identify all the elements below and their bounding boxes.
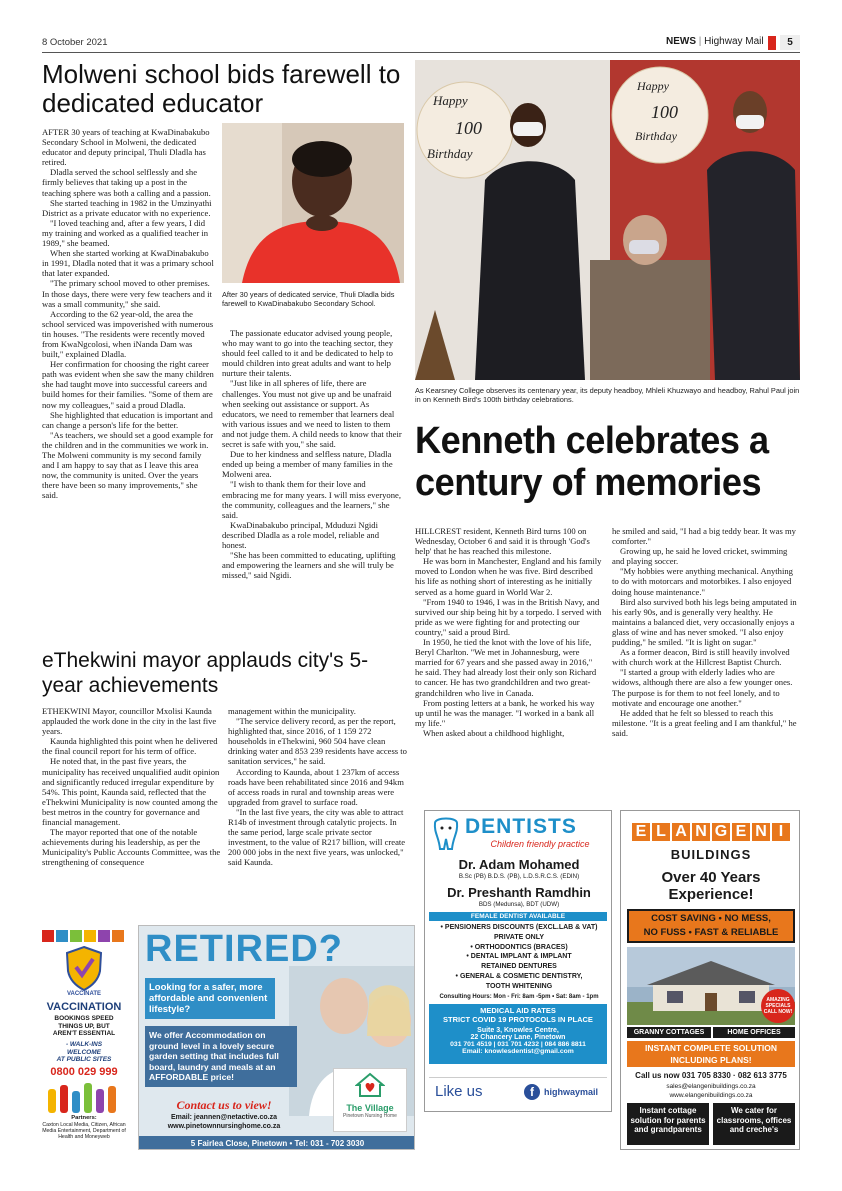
- birthday-scene: [415, 60, 800, 380]
- paragraph: "I wish to thank them for their love and embracing me for many years. I will miss everyone, the community, colleagues and the learners," she said.: [222, 479, 401, 520]
- experience-headline: [621, 869, 800, 903]
- balloon1-text: Happy: [433, 93, 468, 108]
- dentists-subtitle: Children friendly practice: [490, 839, 590, 849]
- section-label: NEWS: [666, 36, 696, 47]
- walkin-line: WELCOME: [67, 1048, 101, 1056]
- portrait-illustration: [222, 123, 404, 283]
- article1-col2: [222, 328, 404, 580]
- red-marker: [768, 36, 776, 50]
- paragraph: "From 1940 to 1946, I was in the British Navy, and survived our ship being hit by a torpedo. I served with pride as we were fighting for and protecting our country," said a proud Bird.: [415, 596, 602, 637]
- doctor2-quals: BDS (Medunsa), BDT (UDW): [478, 901, 560, 908]
- paragraph: She started teaching in 1982 in the Umzinyathi District as a private educator with no experience.: [42, 197, 212, 218]
- vaccination-ad[interactable]: [42, 925, 130, 1150]
- paragraph: "I loved teaching and, after a few years, I did my training and worked as a qualified teacher in 1989," she beamed.: [42, 217, 209, 249]
- partners-list: Caxton Local Media, Citizen, African Media Entertainment, Department of Health and Moneyweb: [42, 1122, 126, 1140]
- village-logo: [333, 1068, 407, 1132]
- dentists-info-box: [429, 1004, 607, 1064]
- retired-contact[interactable]: Contact us to view!: [176, 1098, 272, 1112]
- medical-aid-line: MEDICAL AID RATES: [480, 1006, 556, 1015]
- paragraph: As a former deacon, Bird is still heavily involved with church work at the Hillcrest Baptist Church.: [612, 647, 790, 668]
- brand-letter: E: [732, 823, 750, 841]
- experience-line: Experience!: [668, 886, 754, 903]
- vaccinate-badge: VACCINATE: [66, 991, 102, 997]
- instant-line: INCLUDING PLANS!: [670, 1055, 752, 1065]
- female-dentist-bar: FEMALE DENTIST AVAILABLE: [429, 912, 607, 921]
- elangeni-brand: [631, 823, 791, 841]
- paragraph: He was born in Manchester, England and his family moved to London when he was five. Bird described his life as nothing short of interesting as he initially served as a home guard in World War 2.: [415, 556, 602, 597]
- paragraph: Due to her kindness and selfless nature, Dladla ended up being a member of many families in the Molweni area.: [222, 449, 393, 480]
- house-heart-icon: [355, 1072, 385, 1098]
- retired-address-bar: 5 Fairlea Close, Pinetown • Tel: 031 - 702 3030: [139, 1136, 415, 1150]
- svg-text:Birthday: Birthday: [427, 146, 473, 161]
- brand-letter: I: [772, 823, 790, 841]
- hotline-number[interactable]: 0800 029 999: [50, 1066, 118, 1078]
- elangeni-call[interactable]: Call us now 031 705 8330 · 082 613 3775: [635, 1071, 787, 1080]
- paragraph: "In the last five years, the city was able to attract R14b of investment through catalytic projects. In the same period, large scale private sector investment, to the value of R217 billion, will create 200 000 jobs in the next five years, was unlocked," said Kaunda.: [228, 806, 406, 868]
- retired-title: RETIRED?: [145, 928, 343, 970]
- service-item: PRIVATE ONLY: [493, 933, 545, 941]
- retired-question: Looking for a safer, more affordable and convenient lifestyle?: [145, 978, 275, 1019]
- doctor2-name: Dr. Preshanth Ramdhin: [447, 885, 591, 900]
- brand-letter: G: [712, 823, 730, 841]
- balloon2-text: Happy: [637, 79, 669, 93]
- paragraph: He noted that, in the past five years, the municipality has received unqualified audit opinion and significantly reduced irregular expenditure by 54%. This point, Kaunda said, reflected that the eThekwini Municipality is now counted among the best metros in the country for governance and financial management.: [42, 756, 220, 828]
- instant-solution-box: [627, 1041, 795, 1067]
- walkins-text: [42, 1041, 126, 1064]
- birthday-photo: [415, 60, 800, 380]
- paragraph: From posting letters at a bank, he worked his way up until he was the manager. "I worked in a bank all my life.": [415, 697, 595, 728]
- article2-col2: [612, 526, 800, 738]
- foot-box-cottage: Instant cottage solution for parents and grandparents: [627, 1103, 709, 1145]
- vaccination-title: VACCINATION: [46, 1001, 122, 1013]
- like-us-label: Like us: [435, 1083, 483, 1100]
- service-item: • ORTHODONTICS (BRACES): [470, 943, 568, 951]
- brand-letter: A: [672, 823, 690, 841]
- paragraph: management within the municipality.: [228, 706, 356, 716]
- paragraph: Growing up, he said he loved cricket, swimming and playing soccer.: [612, 546, 788, 567]
- running-head: NEWS | Highway Mail: [666, 36, 764, 47]
- tooth-icon: [431, 817, 461, 851]
- address-line: 22 Chancery Lane, Pinetown: [470, 1034, 566, 1041]
- paragraph: "The service delivery record, as per the report, highlighted that, since 2016, of 1 159 272 households in eThekwini, 960 504 have clean drinking water and 853 239 residents have access to sanitation services," he said.: [228, 716, 407, 767]
- paragraph: he smiled and said, "I had a big teddy bear. It was my comforter.": [612, 526, 796, 547]
- article3-col1: [42, 706, 222, 868]
- covid-line: STRICT COVID 19 PROTOCOLS IN PLACE: [443, 1015, 593, 1024]
- tagline: COST SAVING • NO MESS,: [651, 913, 771, 924]
- retired-offer: We offer Accommodation on ground level in a lovely secure garden setting that includes full board, laundry and meals at an AFFORDABLE price!: [145, 1026, 297, 1087]
- brand-letter: N: [692, 823, 710, 841]
- vaccinate-shield-icon: [64, 945, 104, 991]
- article3-headline: eThekwini mayor applauds city's 5-year achievements: [42, 649, 369, 697]
- retired-web[interactable]: www.pinetownnursinghome.co.za: [167, 1123, 281, 1130]
- walkin-line: - WALK-INS: [65, 1041, 103, 1048]
- paragraph: KwaDinabakubo principal, Mduduzi Ngidi described Dladla as a role model, reliable and honest.: [222, 519, 380, 550]
- facebook-handle[interactable]: highwaymail: [544, 1087, 599, 1097]
- service-item: RETAINED DENTURES: [481, 963, 557, 971]
- paragraph: According to the 62 year-old, the area the school serviced was impoverished with numerous tin houses. "The residents were recently moved from KwaNgcolosi, when iNanda Dam was built," explained Dladla.: [42, 308, 214, 360]
- paragraph: He added that he felt so blessed to reach this milestone. "It is a great feeling and I am thankful," he said.: [612, 707, 797, 738]
- svg-text:100: 100: [651, 102, 678, 122]
- years-line: Over 40 Years: [661, 869, 761, 886]
- paragraph: Bird also survived both his legs being amputated in his early 90s, and is generally very healthy. He maintains a balanced diet, very occasionally enjoys a glass of wine and has never smoked. "I also enjoy pudding," he smiled. "It is light on sugar.": [612, 596, 797, 648]
- paragraph: Kaunda highlighted this point when he delivered the final council report for his term of office.: [42, 736, 218, 757]
- paragraph: When she started working at KwaDinabakubo in 1991, Dladla noted that it was a primary school that later expanded.: [42, 248, 214, 279]
- foot-box-classrooms: We cater for classrooms, offices and creche's: [713, 1103, 795, 1145]
- village-logo-sub: Pinetown Nursing Home: [343, 1113, 397, 1119]
- paragraph: "As teachers, we should set a good example for the children and in the communities we work in. The Molweni community is my second family and I am happy to say that as I leave this area now, the community is united. Over the years there have been so many improvements," she said.: [42, 429, 214, 501]
- address-line: Suite 3, Knowles Centre,: [477, 1027, 559, 1034]
- paragraph: Her confirmation for choosing the right career path was evident when she saw the many children she had taught move into successful careers and build homes for their families. "Some of them are now my colleagues," said a proud Dladla.: [42, 359, 214, 410]
- paragraph: Dladla served the school selflessly and she firmly believes that taking up a post in the teaching sphere was both a calling and a passion.: [42, 167, 211, 198]
- phone-numbers: 031 701 4519 | 031 701 4232 | 084 886 8811: [450, 1041, 586, 1048]
- service-item: • DENTAL IMPLANT & IMPLANT: [466, 953, 572, 961]
- instant-line: INSTANT COMPLETE SOLUTION: [644, 1043, 778, 1053]
- service-item: • GENERAL & COSMETIC DENTISTRY,: [455, 972, 583, 980]
- paragraph: "The primary school moved to other premises. In those days, there were very few teachers and it was a small community," she said.: [42, 278, 212, 309]
- svg-text:Birthday: Birthday: [635, 129, 677, 143]
- paper-name: Highway Mail: [704, 36, 764, 47]
- bookings-text: [42, 1015, 126, 1038]
- paragraph: "Just like in all spheres of life, there are challenges. You must not give up and be unafraid when seeking out assistance or support. As educators, we need to remember that learners deal with various issues and we need to listen to them and not judge them. A child needs to know that their secret is safe with you," she said.: [222, 378, 402, 450]
- elangeni-ad[interactable]: [620, 810, 800, 1150]
- header-rule: [42, 52, 800, 53]
- brand-letter: N: [752, 823, 770, 841]
- label-home-offices: HOME OFFICES: [713, 1027, 795, 1038]
- article2-caption: As Kearsney College observes its centenary year, its deputy headboy, Mhleli Khuzwayo and headboy, Rahul Paul join in on Kenneth Bird's 100th birthday celebrations.: [415, 386, 800, 404]
- svg-text:100: 100: [455, 118, 482, 138]
- elangeni-email[interactable]: sales@elangenibuildings.co.za: [666, 1083, 756, 1090]
- article3-col2: [228, 706, 408, 868]
- paragraph: HILLCREST resident, Kenneth Bird turns 100 on Wednesday, October 6 and said it is through 'God's help' that he has reached this milestone.: [415, 526, 590, 557]
- services-list: [425, 923, 612, 992]
- dentists-title: DENTISTS: [465, 815, 577, 838]
- bookings-line: THINGS UP, BUT: [58, 1022, 110, 1030]
- consulting-hours: Consulting Hours: Mon - Fri: 8am -5pm • Sat: 8am - 1pm: [439, 994, 599, 1000]
- paragraph: According to Kaunda, about 1 237km of access roads have been rehabilitated since 2016 and 94km of access roads in rural and township areas were upgraded from gravel to surface road.: [228, 766, 404, 807]
- service-item: TOOTH WHITENING: [485, 982, 553, 990]
- color-blocks: [42, 929, 126, 941]
- dentists-email: Email: knowlesdentist@gmail.com: [462, 1048, 574, 1055]
- bookings-line: BOOKINGS SPEED: [54, 1015, 114, 1022]
- facebook-icon[interactable]: f: [524, 1084, 540, 1100]
- walkin-line: AT PUBLIC SITES: [56, 1056, 112, 1063]
- paragraph: "My hobbies were anything mechanical. Anything to do with motorcars and motorbikes. I also enjoyed doing house maintenance.": [612, 566, 793, 597]
- brand-letter: E: [632, 823, 650, 841]
- paragraph: The passionate educator advised young people, who may want to go into the teaching sector, they should feel called to it and be dedicated to help to mould children into great adults and want to help nurture their talents.: [222, 328, 394, 379]
- partners-label: Partners:: [71, 1115, 97, 1121]
- paragraph: AFTER 30 years of teaching at KwaDinabakubo Secondary School in Molweni, the dedicated educator and deputy principal, Thuli Dladla has retired.: [42, 127, 210, 168]
- tagline-box: [627, 909, 795, 943]
- village-logo-name: The Village: [346, 1103, 394, 1113]
- page-date: 8 October 2021: [42, 37, 108, 48]
- retired-email[interactable]: Email: jeannen@netactive.co.za: [170, 1114, 278, 1121]
- paragraph: She highlighted that education is important and can change a person's life for the better.: [42, 409, 213, 430]
- elangeni-buildings: BUILDINGS: [670, 847, 752, 862]
- paragraph: "I started a group with elderly ladies who are widows, although there are also a few younger ones. The purpose is for them to not feel lonely, and to motivate and encourage one another.": [612, 667, 793, 708]
- paragraph: "She has been committed to educating, uplifting and empowering the learners and she will truly be missed," said Ngidi.: [222, 550, 396, 581]
- dladla-photo: [222, 123, 404, 283]
- article2-col1: [415, 526, 602, 738]
- article1-headline: Molweni school bids farewell to dedicated educator: [42, 59, 401, 118]
- page-number: 5: [780, 35, 800, 50]
- paragraph: The mayor reported that one of the notable achievements during his leadership, as per the Municipality's Public Accounts Committee, was the strengthening of consequence: [42, 827, 221, 868]
- raised-hands-illustration: [44, 1081, 124, 1113]
- paragraph: In 1950, he tied the knot with the love of his life, Beryl Charlton. "We met in Johannesburg, were married for 67 years and she passed away in 2016," he said. They had already lost their only son Richard to cancer. He has two grandchildren and two great-grandchildren who live in Canada.: [415, 637, 597, 698]
- dentists-ad[interactable]: [424, 810, 612, 1112]
- tagline: NO FUSS • FAST & RELIABLE: [643, 927, 779, 938]
- paragraph: ETHEKWINI Mayor, councillor Mxolisi Kaunda applauded the work done in the city in the last five years.: [42, 706, 217, 737]
- article1-col1: [42, 127, 214, 500]
- brand-letter: L: [652, 823, 670, 841]
- specials-badge: AMAZING SPECIALS CALL NOW!: [761, 989, 795, 1023]
- service-item: • PENSIONERS DISCOUNTS (EXCL.LAB & VAT): [440, 924, 598, 931]
- article2-headline: Kenneth celebrates a century of memories: [415, 420, 769, 504]
- article1-caption: After 30 years of dedicated service, Thuli Dladla bids farewell to KwaDinabakubo Secondary School.: [222, 290, 395, 308]
- paragraph: When asked about a childhood highlight,: [423, 727, 565, 738]
- bookings-line: AREN'T ESSENTIAL: [52, 1030, 116, 1037]
- elangeni-web[interactable]: www.elangenibuildings.co.za: [669, 1092, 753, 1099]
- doctor1-name: Dr. Adam Mohamed: [458, 857, 580, 872]
- like-us-bar[interactable]: [429, 1077, 607, 1107]
- retired-ad[interactable]: [138, 925, 415, 1150]
- label-granny-cottages: GRANNY COTTAGES: [627, 1027, 711, 1038]
- doctor1-quals: B.Sc (PB) B.D.S. (PB), L.D.S.R.C.S. (EDIN): [458, 873, 580, 880]
